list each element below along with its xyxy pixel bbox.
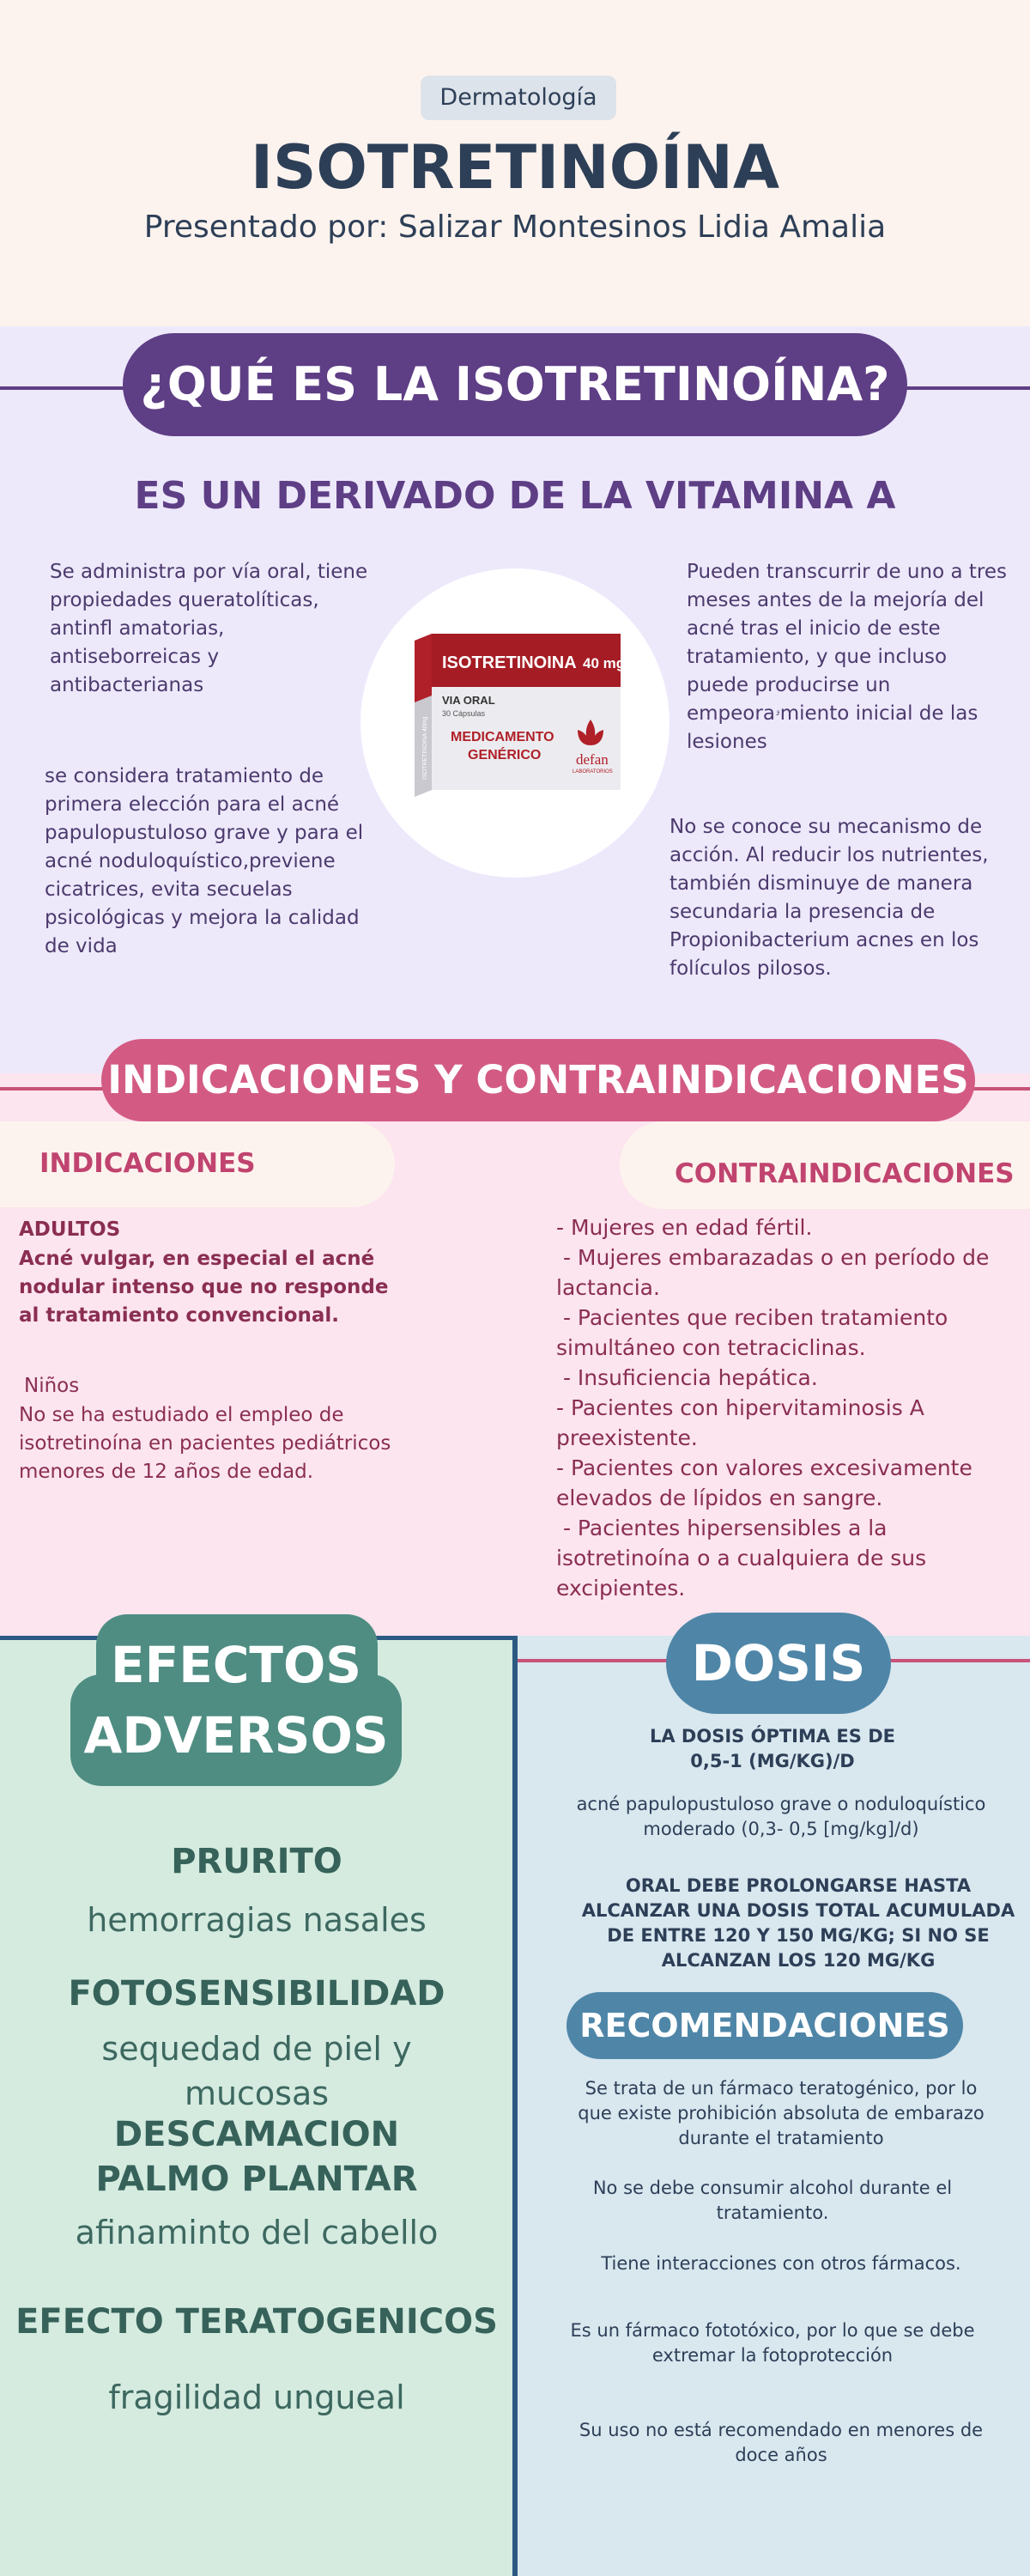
category-tag: Dermatología <box>421 76 616 120</box>
what-is-subtitle: ES UN DERIVADO DE LA VITAMINA A <box>134 474 896 518</box>
adverse-item: sequedad de piel y mucosas <box>101 2030 412 2112</box>
children-heading: Niños <box>24 1375 80 1397</box>
dosage-heading: DOSIS <box>666 1613 891 1714</box>
onset-text: Pueden transcurrir de uno a tres meses antes de la mejoría del acné tras el inicio de este tratamiento, y que incluso puede producirse un empeoraۥmiento inicial de las lesiones <box>687 561 1007 753</box>
list-item: - Pacientes hipersensibles a la isotretinoína o a cualquiera de sus excipientes. <box>556 1516 934 1601</box>
presenter-line: Presentado por: Salizar Montesinos Lidia Amalia <box>143 210 887 245</box>
list-item: - Pacientes que reciben tratamiento simultáneo con tetraciclinas. <box>556 1305 955 1360</box>
panel-divider <box>512 1636 518 2576</box>
adverse-item: hemorragias nasales <box>87 1901 427 1939</box>
adverse-item: fragilidad ungueal <box>108 2379 405 2416</box>
adverse-item: FOTOSENSIBILIDAD <box>68 1974 445 2014</box>
adults-heading: ADULTOS <box>19 1218 121 1241</box>
what-is-heading: ¿QUÉ ES LA ISOTRETINOÍNA? <box>123 333 907 436</box>
mechanism-text: No se conoce su mecanismo de acción. Al reducir los nutrientes, también disminuye de manera secundaria la presencia de Propionibacterium acnes en los folículos pilosos. <box>670 816 989 980</box>
list-item: - Mujeres en edad fértil. <box>556 1215 813 1240</box>
recommendation-item: Su uso no está recomendado en menores de doce años <box>579 2420 984 2465</box>
box-route: VIA ORAL <box>442 694 495 707</box>
adverse-heading: EFECTOS ADVERSOS <box>83 1636 389 1765</box>
list-item: - Mujeres embarazadas o en período de lactancia. <box>556 1245 997 1300</box>
contraindications-title: CONTRAINDICACIONES <box>675 1158 1015 1189</box>
adults-text: Acné vulgar, en especial el acné nodular intenso que no responde al tratamiento convencional. <box>19 1248 389 1327</box>
recommendation-item: Se trata de un fármaco teratogénico, por lo que existe prohibición absoluta de embarazo durante el tratamiento <box>578 2078 985 2148</box>
box-generic-line1: MEDICAMENTO <box>451 730 554 744</box>
box-count: 30 Cápsulas <box>442 709 486 718</box>
box-side-text: ISOTRETINOINA 40mg <box>422 716 428 780</box>
page-title: ISOTRETINOÍNA <box>250 132 780 203</box>
first-choice-text: se considera tratamiento de primera elección para el acné papulopustuloso grave y para el acné noduloquístico,previene cicatrices, evita secuelas psicológicas y mejora la calidad de vida <box>45 765 364 957</box>
recommendation-item: No se debe consumir alcohol durante el tratamiento. <box>592 2178 953 2223</box>
recommendation-item: Es un fármaco fototóxico, por lo que se debe extremar la fotoprotección <box>570 2320 975 2366</box>
dosage-optimal: LA DOSIS ÓPTIMA ES DE 0,5-1 (MG/KG)/D <box>649 1726 895 1771</box>
recommendation-item: Tiene interacciones con otros fármacos. <box>601 2253 961 2274</box>
list-item: - Pacientes con hipervitaminosis A preexistente. <box>556 1395 931 1450</box>
recommendations-heading: RECOMENDACIONES <box>566 1992 963 2059</box>
dosage-moderate: acné papulopustuloso grave o noduloquístico moderado (0,3- 0,5 [mg/kg]/d) <box>576 1794 986 1839</box>
indications-title: INDICACIONES <box>39 1148 256 1179</box>
adverse-item: DESCAMACION PALMO PLANTAR <box>95 2115 418 2199</box>
adverse-item: afinaminto del cabello <box>75 2214 439 2251</box>
dosage-cumulative: ORAL DEBE PROLONGARSE HASTA ALCANZAR UNA DOSIS TOTAL ACUMULADA DE ENTRE 120 Y 150 MG/KG; SI NO SE ALCANZAN LOS 120 MG/KG <box>581 1875 1015 1971</box>
indications-heading: INDICACIONES Y CONTRAINDICACIONES <box>101 1039 975 1121</box>
box-brand: defan <box>576 751 609 768</box>
list-item: - Pacientes con valores excesivamente elevados de lípidos en sangre. <box>556 1455 979 1510</box>
box-generic-line2: GENÉRICO <box>468 748 542 762</box>
adverse-item: EFECTO TERATOGENICOS <box>15 2302 498 2342</box>
contraindications-list <box>556 1212 1011 1603</box>
indications-section <box>0 1057 1030 1636</box>
box-side-band <box>415 634 432 702</box>
medicine-box-image <box>415 634 626 797</box>
children-text: No se ha estudiado el empleo de isotretinoína en pacientes pediátricos menores de 12 años de edad. <box>19 1404 391 1483</box>
box-brand-sub: LABORATORIOS <box>573 769 613 775</box>
administration-text: Se administra por vía oral, tiene propiedades queratolíticas, antinfl amatorias, antiseborreicas y antibacterianas <box>50 561 368 696</box>
box-product-name: ISOTRETINOINA <box>442 653 577 672</box>
list-item: - Insuficiencia hepática. <box>556 1365 818 1390</box>
box-product-dose: 40 mg <box>583 655 626 671</box>
adverse-item: PRURITO <box>171 1842 342 1881</box>
